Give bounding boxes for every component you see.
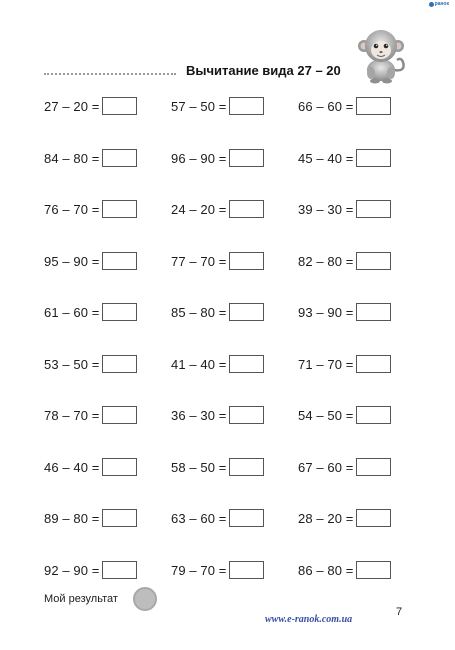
exercise-row <box>44 96 404 116</box>
answer-box[interactable] <box>229 252 264 270</box>
answer-box[interactable] <box>356 97 391 115</box>
exercise-item <box>171 302 264 322</box>
exercise-expression: 92 – 90 = <box>44 562 100 578</box>
answer-box[interactable] <box>102 406 137 424</box>
exercise-row <box>44 508 404 528</box>
exercise-expression: 96 – 90 = <box>171 150 227 166</box>
answer-box[interactable] <box>229 509 264 527</box>
answer-box[interactable] <box>102 149 137 167</box>
answer-box[interactable] <box>356 149 391 167</box>
answer-box[interactable] <box>102 509 137 527</box>
answer-box[interactable] <box>229 406 264 424</box>
exercise-expression: 86 – 80 = <box>298 562 354 578</box>
page-number: 7 <box>396 606 403 618</box>
exercise-row <box>44 302 404 322</box>
exercise-item <box>171 405 264 425</box>
answer-box[interactable] <box>229 200 264 218</box>
answer-box[interactable] <box>102 97 137 115</box>
exercise-item <box>44 560 137 580</box>
exercise-item <box>171 148 264 168</box>
exercise-expression: 93 – 90 = <box>298 304 354 320</box>
exercise-expression: 71 – 70 = <box>298 356 354 372</box>
exercise-row <box>44 251 404 271</box>
answer-box[interactable] <box>356 458 391 476</box>
answer-box[interactable] <box>102 561 137 579</box>
exercise-expression: 46 – 40 = <box>44 459 100 475</box>
exercise-expression: 53 – 50 = <box>44 356 100 372</box>
exercise-item <box>298 251 391 271</box>
exercise-expression: 76 – 70 = <box>44 201 100 217</box>
exercise-item <box>44 199 137 219</box>
answer-box[interactable] <box>102 252 137 270</box>
answer-box[interactable] <box>229 355 264 373</box>
exercise-item <box>298 354 391 374</box>
answer-box[interactable] <box>356 406 391 424</box>
exercise-item <box>44 457 137 477</box>
exercise-item <box>44 405 137 425</box>
exercise-expression: 24 – 20 = <box>171 201 227 217</box>
exercise-item <box>171 560 264 580</box>
exercise-expression: 27 – 20 = <box>44 98 100 114</box>
monkey-illustration-icon <box>356 26 408 84</box>
exercise-row <box>44 405 404 425</box>
answer-box[interactable] <box>102 355 137 373</box>
answer-box[interactable] <box>102 458 137 476</box>
exercise-item <box>44 508 137 528</box>
exercise-expression: 57 – 50 = <box>171 98 227 114</box>
exercise-expression: 89 – 80 = <box>44 510 100 526</box>
answer-box[interactable] <box>356 509 391 527</box>
exercise-item <box>44 96 137 116</box>
page-title: Вычитание вида 27 – 20 <box>186 63 341 78</box>
exercise-expression: 39 – 30 = <box>298 201 354 217</box>
answer-box[interactable] <box>356 355 391 373</box>
answer-box[interactable] <box>229 561 264 579</box>
exercise-expression: 54 – 50 = <box>298 407 354 423</box>
exercise-expression: 95 – 90 = <box>44 253 100 269</box>
exercise-row <box>44 148 404 168</box>
exercise-expression: 77 – 70 = <box>171 253 227 269</box>
exercise-item <box>171 96 264 116</box>
answer-box[interactable] <box>229 458 264 476</box>
exercise-row <box>44 457 404 477</box>
page-header <box>0 0 455 95</box>
answer-box[interactable] <box>229 149 264 167</box>
exercise-expression: 85 – 80 = <box>171 304 227 320</box>
exercise-item <box>298 148 391 168</box>
exercise-item <box>171 508 264 528</box>
exercise-item <box>171 199 264 219</box>
exercise-expression: 58 – 50 = <box>171 459 227 475</box>
exercise-item <box>171 457 264 477</box>
answer-box[interactable] <box>356 252 391 270</box>
title-dotted-line <box>44 73 176 75</box>
exercise-expression: 66 – 60 = <box>298 98 354 114</box>
result-label: Мой результат <box>44 593 118 605</box>
exercise-expression: 82 – 80 = <box>298 253 354 269</box>
exercise-item <box>298 302 391 322</box>
exercise-expression: 63 – 60 = <box>171 510 227 526</box>
exercise-expression: 84 – 80 = <box>44 150 100 166</box>
exercise-expression: 78 – 70 = <box>44 407 100 423</box>
exercise-item <box>44 251 137 271</box>
exercise-expression: 41 – 40 = <box>171 356 227 372</box>
result-circle[interactable] <box>133 587 157 611</box>
exercise-row <box>44 560 404 580</box>
exercise-expression: 61 – 60 = <box>44 304 100 320</box>
answer-box[interactable] <box>356 561 391 579</box>
answer-box[interactable] <box>229 303 264 321</box>
answer-box[interactable] <box>356 303 391 321</box>
answer-box[interactable] <box>356 200 391 218</box>
exercise-row <box>44 199 404 219</box>
exercise-expression: 28 – 20 = <box>298 510 354 526</box>
exercise-item <box>44 148 137 168</box>
exercise-item <box>298 457 391 477</box>
answer-box[interactable] <box>102 200 137 218</box>
exercise-expression: 45 – 40 = <box>298 150 354 166</box>
exercise-item <box>171 354 264 374</box>
exercise-expression: 67 – 60 = <box>298 459 354 475</box>
exercise-expression: 36 – 30 = <box>171 407 227 423</box>
answer-box[interactable] <box>229 97 264 115</box>
exercise-row <box>44 354 404 374</box>
exercise-item <box>298 405 391 425</box>
publisher-website: www.e-ranok.com.ua <box>265 614 353 625</box>
exercise-item <box>298 96 391 116</box>
exercise-expression: 79 – 70 = <box>171 562 227 578</box>
exercise-item <box>44 354 137 374</box>
exercise-item <box>44 302 137 322</box>
answer-box[interactable] <box>102 303 137 321</box>
publisher-logo-text: ранок <box>434 1 449 7</box>
exercise-item <box>298 560 391 580</box>
exercise-item <box>171 251 264 271</box>
exercise-item <box>298 199 391 219</box>
exercise-item <box>298 508 391 528</box>
